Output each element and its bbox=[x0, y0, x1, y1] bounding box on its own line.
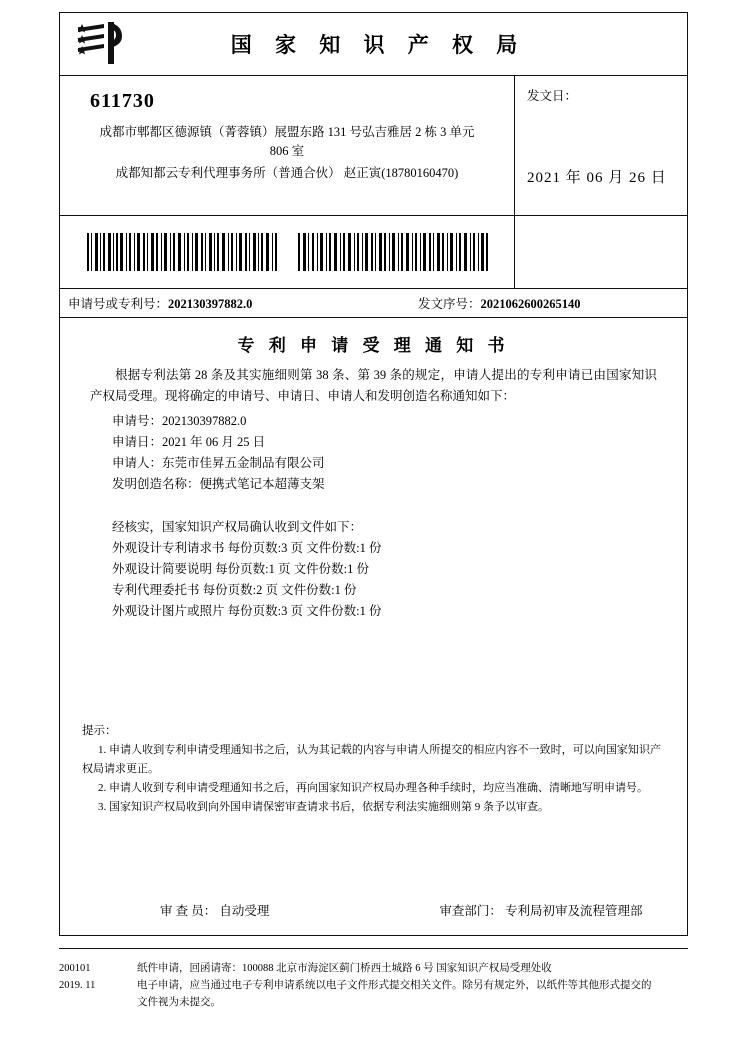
department-label: 审查部门： bbox=[439, 904, 502, 918]
tips-section bbox=[60, 722, 687, 817]
received-document-item: 外观设计图片或照片 每份页数:3 页 文件份数:1 份 bbox=[112, 604, 382, 618]
cnipa-emblem-icon bbox=[74, 20, 126, 68]
postal-code: 611730 bbox=[90, 90, 155, 112]
issue-date-block bbox=[515, 76, 687, 215]
address-date-row bbox=[60, 76, 687, 216]
received-documents-block bbox=[90, 517, 657, 622]
footer-line-3: 文件视为未提交。 bbox=[137, 997, 221, 1008]
document-number-label: 发文序号： bbox=[418, 297, 481, 311]
document-number-value: 2021062600265140 bbox=[480, 297, 581, 311]
document-header bbox=[60, 13, 687, 76]
examiner-value: 自动受理 bbox=[219, 904, 270, 918]
address-line-2: 806 室 bbox=[269, 144, 305, 158]
received-document-item: 外观设计简要说明 每份页数:1 页 文件份数:1 份 bbox=[112, 562, 369, 576]
document-footer bbox=[59, 960, 688, 1011]
received-document-item: 专利代理委托书 每份页数:2 页 文件份数:1 份 bbox=[112, 583, 357, 597]
department-value: 专利局初审及流程管理部 bbox=[505, 904, 643, 918]
body-paragraph: 根据专利法第 28 条及其实施细则第 38 条、第 39 条的规定，申请人提出的专利申请已由国家知识产权局受理。现将确定的申请号、申请日、申请人和发明创造名称通知如下： bbox=[90, 368, 657, 403]
tips-item: 1. 申请人收到专利申请受理通知书之后，认为其记载的内容与申请人所提交的相应内容不一致时，可以向国家知识产权局请求更正。 bbox=[82, 744, 661, 775]
tips-item: 2. 申请人收到专利申请受理通知书之后，再向国家知识产权局办理各种手续时，均应当准确、清晰地写明申请号。 bbox=[98, 782, 648, 794]
footer-form-version: 2019. 11 bbox=[59, 980, 96, 991]
tips-label: 提示： bbox=[82, 725, 117, 737]
signature-row bbox=[60, 901, 687, 919]
application-number-value: 202130397882.0 bbox=[168, 297, 253, 311]
barcode-document-number bbox=[298, 233, 488, 271]
footer-text-block bbox=[137, 960, 688, 1011]
barcode-application-number bbox=[87, 233, 277, 271]
notice-document bbox=[59, 12, 688, 936]
application-number-label: 申请号或专利号： bbox=[68, 297, 169, 311]
examiner-field bbox=[160, 901, 269, 919]
department-field bbox=[439, 901, 642, 919]
footer-line-2: 电子申请，应当通过电子专利申请系统以电子文件形式提交相关文件。除另有规定外，以纸件等其他形式提交的 bbox=[137, 980, 652, 991]
barcode-container bbox=[60, 216, 515, 288]
received-documents-intro: 经核实，国家知识产权局确认收到文件如下： bbox=[112, 520, 363, 534]
notice-body bbox=[60, 365, 687, 622]
address-block bbox=[60, 76, 515, 215]
barcode-right-empty bbox=[515, 216, 687, 288]
field-application-number: 申请号：202130397882.0 bbox=[112, 414, 247, 428]
issue-date-label: 发文日： bbox=[527, 89, 578, 103]
field-invention-name: 发明创造名称：便携式笔记本超薄支架 bbox=[112, 477, 325, 491]
footer-form-code-block bbox=[59, 960, 137, 1011]
page-title: 国 家 知 识 产 权 局 bbox=[230, 33, 527, 57]
examiner-label: 审 查 员： bbox=[160, 904, 217, 918]
application-fields bbox=[90, 411, 657, 495]
footer-line-1: 纸件申请，回函请寄：100088 北京市海淀区蓟门桥西土城路 6 号 国家知识产权局受理处收 bbox=[137, 963, 552, 974]
notice-title: 专 利 申 请 受 理 通 知 书 bbox=[237, 336, 510, 355]
issue-date-value: 2021 年 06 月 26 日 bbox=[527, 170, 667, 186]
application-number-cell bbox=[60, 294, 390, 312]
footer-form-code: 200101 bbox=[59, 963, 91, 974]
barcode-row bbox=[60, 216, 687, 289]
address-line-1: 成都市郫都区德源镇（菁蓉镇）展盟东路 131 号弘吉雅居 2 栋 3 单元 bbox=[99, 125, 475, 139]
received-document-item: 外观设计专利请求书 每份页数:3 页 文件份数:1 份 bbox=[112, 541, 382, 555]
tips-item: 3. 国家知识产权局收到向外国申请保密审查请求书后，依据专利法实施细则第 9 条予以审查。 bbox=[98, 801, 549, 813]
address-line-3: 成都知都云专利代理事务所（普通合伙） 赵正寅(18780160470) bbox=[115, 166, 459, 180]
document-number-cell bbox=[390, 294, 687, 312]
footer-divider bbox=[59, 948, 688, 949]
field-applicant: 申请人：东莞市佳昇五金制品有限公司 bbox=[112, 456, 325, 470]
numbers-row bbox=[60, 289, 687, 318]
field-application-date: 申请日：2021 年 06 月 25 日 bbox=[112, 435, 266, 449]
